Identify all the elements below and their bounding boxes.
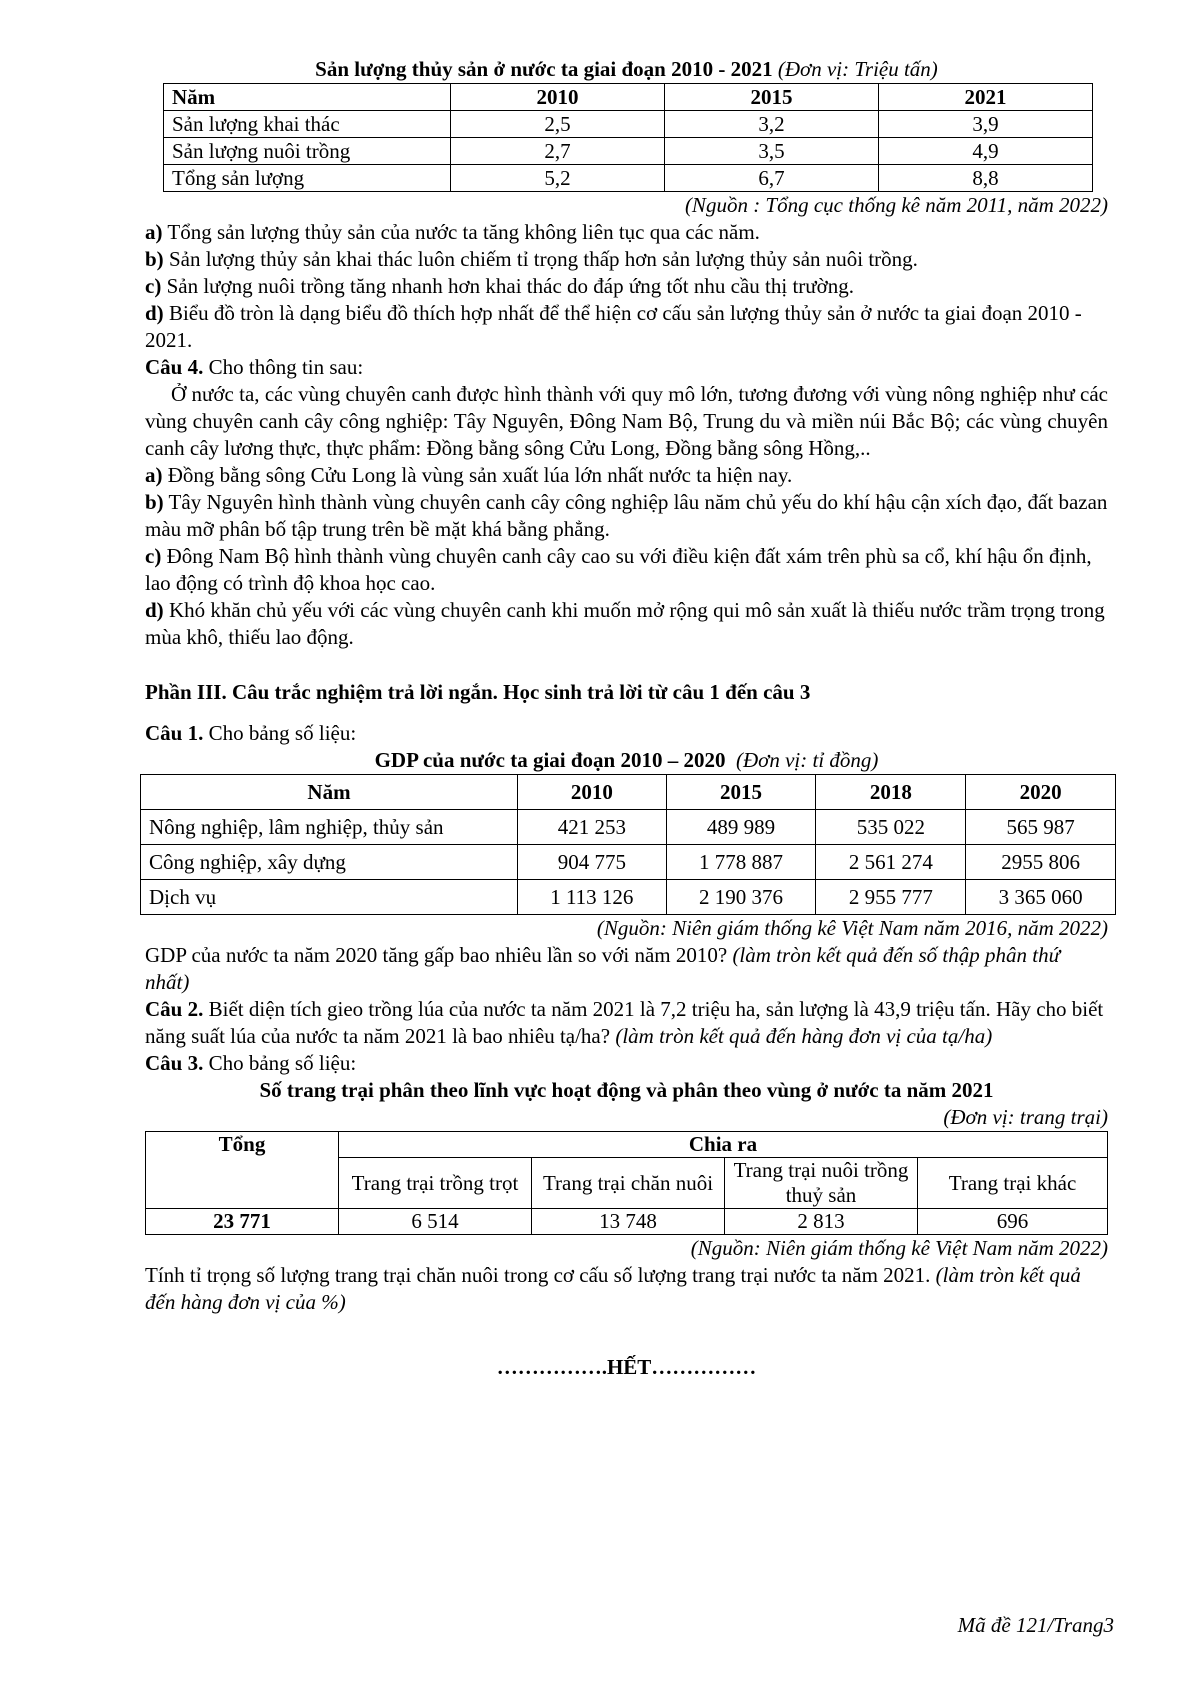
table-cell: 421 253 <box>518 810 667 845</box>
question-label: Câu 3. <box>145 1051 204 1075</box>
table-header-cell: 2015 <box>665 84 879 111</box>
table-cell: Tổng sản lượng <box>164 165 451 192</box>
table-cell: Sản lượng nuôi trồng <box>164 138 451 165</box>
table-header-cell: 2010 <box>518 775 667 810</box>
table-cell: 2,5 <box>451 111 665 138</box>
part-3-heading: Phần III. Câu trắc nghiệm trả lời ngắn. Học sinh trả lời từ câu 1 đến câu 3 <box>145 680 811 704</box>
table-header-cell: 2010 <box>451 84 665 111</box>
table-cell: Nông nghiệp, lâm nghiệp, thủy sản <box>141 810 518 845</box>
question-4-passage: Ở nước ta, các vùng chuyên canh được hình thành với quy mô lớn, tương đương với vùng nông nghiệp như các vùng chuyên canh cây công nghiệp: Tây Nguyên, Đông Nam Bộ, Trung du và miền núi Bắc Bộ; các vùng chuyên canh cây lương thực, thực phẩm: Đồng bằng sông Cửu Long, Đồng bằng sông Hồng,.. <box>145 382 1108 460</box>
part3-question-2: Câu 2. Biết diện tích gieo trồng lúa của nước ta năm 2021 là 7,2 triệu ha, sản lượng là 43,9 triệu tấn. Hãy cho biết năng suất lúa của nước ta năm 2021 là bao nhiêu tạ/ha? (làm tròn kết quả đến hàng đơn vị của tạ/ha) <box>145 997 1104 1048</box>
table-row <box>164 165 1093 192</box>
table-cell: 2 813 <box>725 1209 918 1235</box>
question-label: Câu 1. <box>145 721 204 745</box>
gdp-table-title: GDP của nước ta giai đoạn 2010 – 2020 <box>374 748 726 772</box>
table-cell: 1 778 887 <box>666 845 816 880</box>
table-cell: 489 989 <box>666 810 816 845</box>
part3-question-3-text: Tính tỉ trọng số lượng trang trại chăn nuôi trong cơ cấu số lượng trang trại nước ta năm 2021. (làm tròn kết quả đến hàng đơn vị của %) <box>145 1263 1081 1314</box>
table-header-row <box>164 84 1093 111</box>
gdp-table-source: (Nguồn: Niên giám thống kê Việt Nam năm 2016, năm 2022) <box>596 916 1108 940</box>
statement: d) Khó khăn chủ yếu với các vùng chuyên canh khi muốn mở rộng qui mô sản xuất là thiếu nước trầm trọng trong mùa khô, thiếu lao động. <box>145 598 1105 649</box>
statement: b) Sản lượng thủy sản khai thác luôn chiếm tỉ trọng thấp hơn sản lượng thủy sản nuôi trồng. <box>145 247 918 271</box>
statement: a) Tổng sản lượng thủy sản của nước ta tăng không liên tục qua các năm. <box>145 220 760 244</box>
table-header-row <box>146 1132 1108 1158</box>
exam-page <box>145 56 1108 1381</box>
table1-source: (Nguồn : Tổng cục thống kê năm 2011, năm 2022) <box>684 193 1108 217</box>
farm-table-title: Số trang trại phân theo lĩnh vực hoạt động và phân theo vùng ở nước ta năm 2021 <box>259 1078 994 1102</box>
part3-question-1: Câu 1. Cho bảng số liệu: <box>145 721 357 745</box>
table1-caption <box>145 56 1108 83</box>
table-row <box>164 138 1093 165</box>
table-header-cell: Năm <box>164 84 451 111</box>
table-header-cell: 2018 <box>816 775 966 810</box>
fishery-output-table <box>163 83 1093 192</box>
table-row <box>141 810 1116 845</box>
table-header-cell: 2020 <box>966 775 1116 810</box>
table-cell: 2 561 274 <box>816 845 966 880</box>
table-cell: Công nghiệp, xây dựng <box>141 845 518 880</box>
table-cell: 904 775 <box>518 845 667 880</box>
table-cell: 13 748 <box>532 1209 725 1235</box>
farm-table-unit: (Đơn vị: trang trại) <box>943 1105 1108 1129</box>
statement: c) Sản lượng nuôi trồng tăng nhanh hơn khai thác do đáp ứng tốt nhu cầu thị trường. <box>145 274 855 298</box>
table-header-cell: Tổng <box>146 1132 339 1209</box>
table-cell: 8,8 <box>879 165 1093 192</box>
question-label: Câu 2. <box>145 997 204 1021</box>
table-cell: 3 365 060 <box>966 880 1116 915</box>
table-row <box>164 111 1093 138</box>
gdp-table-unit: (Đơn vị: tỉ đồng) <box>735 748 879 772</box>
table-cell: 696 <box>918 1209 1108 1235</box>
gdp-table <box>140 774 1116 915</box>
table-cell: 4,9 <box>879 138 1093 165</box>
table-cell: 2,7 <box>451 138 665 165</box>
table-row <box>141 880 1116 915</box>
table-cell: 2 190 376 <box>666 880 816 915</box>
question-4: Câu 4. Cho thông tin sau: <box>145 355 364 379</box>
table-header-cell: Trang trại chăn nuôi <box>532 1158 725 1209</box>
farm-table <box>145 1131 1108 1235</box>
table-cell: 2 955 777 <box>816 880 966 915</box>
end-mark: …………….HẾT…………… <box>496 1355 757 1379</box>
table-cell: 6 514 <box>339 1209 532 1235</box>
table-cell: 535 022 <box>816 810 966 845</box>
table-cell: 6,7 <box>665 165 879 192</box>
table-cell: 3,5 <box>665 138 879 165</box>
gdp-table-caption <box>145 747 1108 774</box>
statement: c) Đông Nam Bộ hình thành vùng chuyên canh cây cao su với điều kiện đất xám trên phù sa cổ, khí hậu ổn định, lao động có trình độ khoa học cao. <box>145 544 1092 595</box>
table-header-cell: Chia ra <box>339 1132 1108 1158</box>
table-header-cell: 2015 <box>666 775 816 810</box>
statement: b) Tây Nguyên hình thành vùng chuyên canh cây công nghiệp lâu năm chủ yếu do khí hậu cận xích đạo, đất bazan màu mỡ phân bố tập trung trên bề mặt khá bằng phẳng. <box>145 490 1108 541</box>
table-header-cell: Trang trại khác <box>918 1158 1108 1209</box>
table-cell: 3,2 <box>665 111 879 138</box>
table-cell: Dịch vụ <box>141 880 518 915</box>
table-header-cell: Trang trại nuôi trồng thuỷ sản <box>725 1158 918 1209</box>
table-cell: Sản lượng khai thác <box>164 111 451 138</box>
table-row <box>141 845 1116 880</box>
table-header-cell: 2021 <box>879 84 1093 111</box>
table-cell: 1 113 126 <box>518 880 667 915</box>
table1-title: Sản lượng thủy sản ở nước ta giai đoạn 2010 - 2021 <box>315 57 773 81</box>
table-header-row <box>141 775 1116 810</box>
table-header-cell: Năm <box>141 775 518 810</box>
table-cell: 5,2 <box>451 165 665 192</box>
part3-question-3: Câu 3. Cho bảng số liệu: <box>145 1051 357 1075</box>
statement: d) Biểu đồ tròn là dạng biểu đồ thích hợp nhất để thể hiện cơ cấu sản lượng thủy sản ở nước ta giai đoạn 2010 - 2021. <box>145 301 1082 352</box>
table-cell: 2955 806 <box>966 845 1116 880</box>
statement: a) Đồng bằng sông Cửu Long là vùng sản xuất lúa lớn nhất nước ta hiện nay. <box>145 463 793 487</box>
table-header-cell: Trang trại trồng trọt <box>339 1158 532 1209</box>
table-cell: 23 771 <box>146 1209 339 1235</box>
table-cell: 565 987 <box>966 810 1116 845</box>
table1-unit: (Đơn vị: Triệu tấn) <box>777 57 938 81</box>
question-label: Câu 4. <box>145 355 204 379</box>
table-cell: 3,9 <box>879 111 1093 138</box>
table-row <box>146 1209 1108 1235</box>
page-footer: Mã đề 121/Trang3 <box>957 1613 1114 1637</box>
part3-question-1-text: GDP của nước ta năm 2020 tăng gấp bao nhiêu lần so với năm 2010? (làm tròn kết quả đến số thập phân thứ nhất) <box>145 943 1061 994</box>
farm-table-source: (Nguồn: Niên giám thống kê Việt Nam năm 2022) <box>690 1236 1108 1260</box>
